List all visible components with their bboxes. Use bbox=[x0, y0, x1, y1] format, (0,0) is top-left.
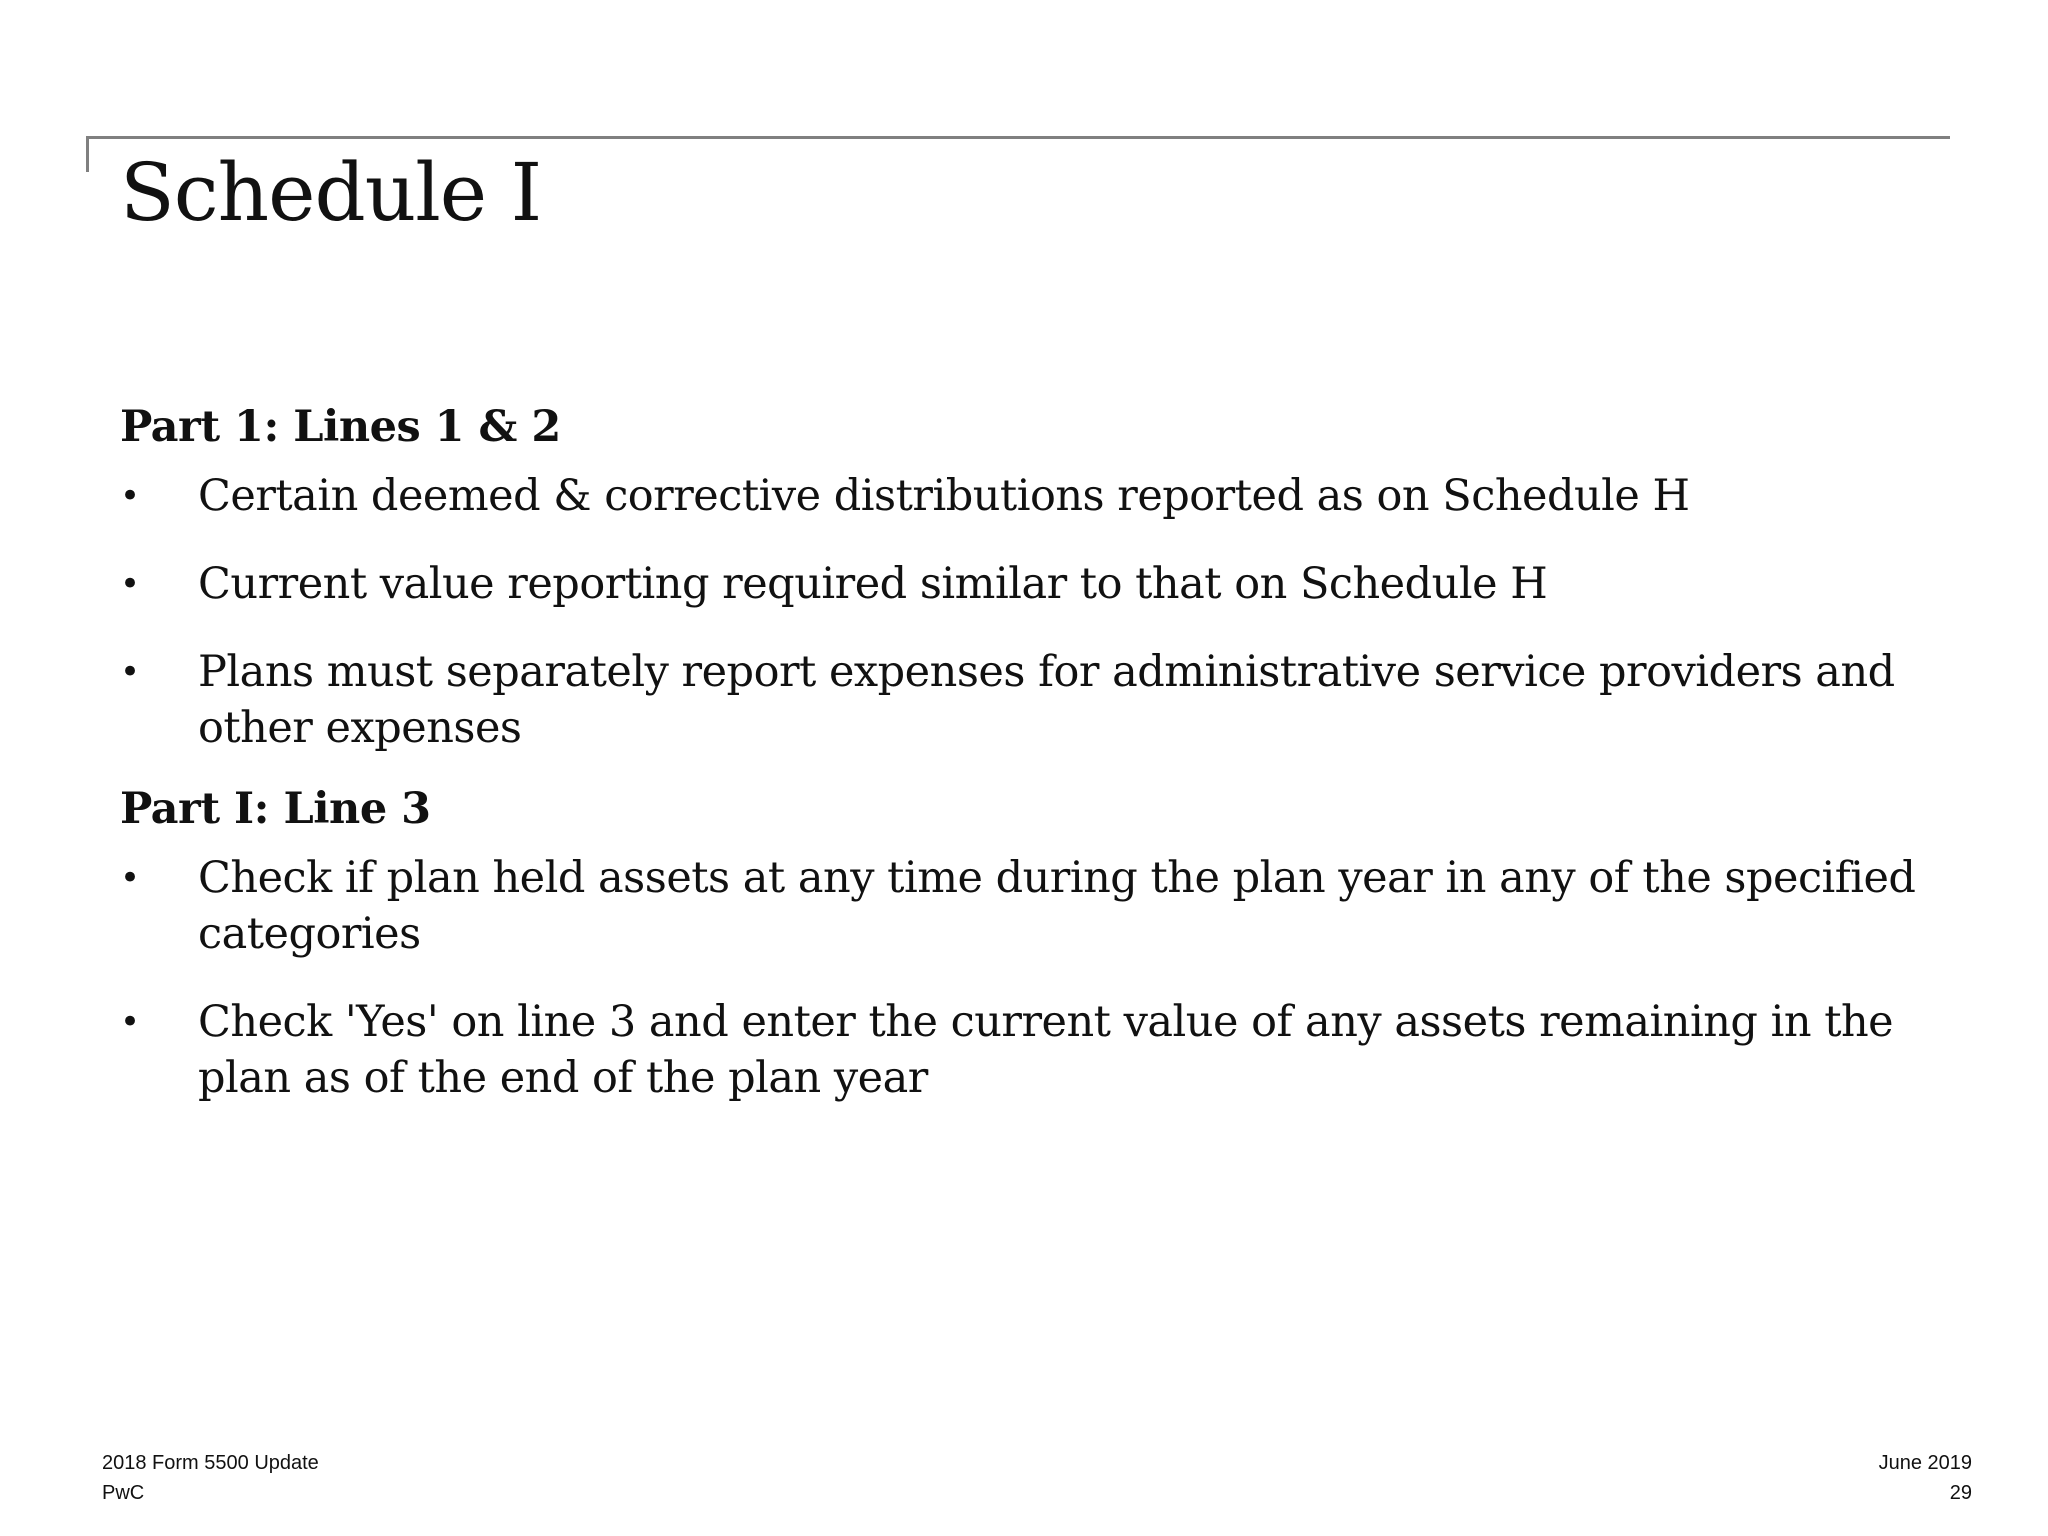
bullet-text: Check 'Yes' on line 3 and enter the current value of any assets remaining in the plan as of the end of the plan year bbox=[198, 997, 1894, 1103]
section-heading: Part I: Line 3 bbox=[120, 784, 431, 834]
bullet-dot-icon: • bbox=[120, 564, 140, 604]
footer-date: June 2019 bbox=[1878, 1452, 1972, 1474]
list-item bbox=[120, 644, 1965, 756]
footer-presentation-title: 2018 Form 5500 Update bbox=[102, 1452, 319, 1474]
title-rule-vertical bbox=[86, 136, 89, 172]
bullet-dot-icon: • bbox=[120, 858, 140, 898]
slide-title: Schedule I bbox=[120, 146, 542, 239]
footer-page-number: 29 bbox=[1949, 1482, 1972, 1504]
bullet-text: Current value reporting required similar to that on Schedule H bbox=[198, 559, 1548, 609]
bullet-list bbox=[120, 468, 1965, 756]
section-part-1-line-3 bbox=[120, 780, 1965, 1106]
bullet-dot-icon: • bbox=[120, 1002, 140, 1042]
bullet-dot-icon: • bbox=[120, 476, 140, 516]
list-item bbox=[120, 468, 1965, 524]
section-part-1-lines-1-2 bbox=[120, 398, 1965, 756]
footer-left bbox=[102, 1448, 319, 1508]
footer-company: PwC bbox=[102, 1482, 145, 1504]
section-heading: Part 1: Lines 1 & 2 bbox=[120, 402, 561, 452]
list-item bbox=[120, 994, 1965, 1106]
bullet-list bbox=[120, 850, 1965, 1106]
bullet-text: Plans must separately report expenses for administrative service providers and other expenses bbox=[198, 647, 1895, 753]
bullet-dot-icon: • bbox=[120, 652, 140, 692]
list-item bbox=[120, 850, 1965, 962]
bullet-text: Check if plan held assets at any time during the plan year in any of the specified categories bbox=[198, 853, 1916, 959]
bullet-text: Certain deemed & corrective distributions reported as on Schedule H bbox=[198, 471, 1690, 521]
footer-right bbox=[1879, 1448, 1972, 1508]
list-item bbox=[120, 556, 1965, 612]
slide-content bbox=[120, 398, 1965, 1130]
